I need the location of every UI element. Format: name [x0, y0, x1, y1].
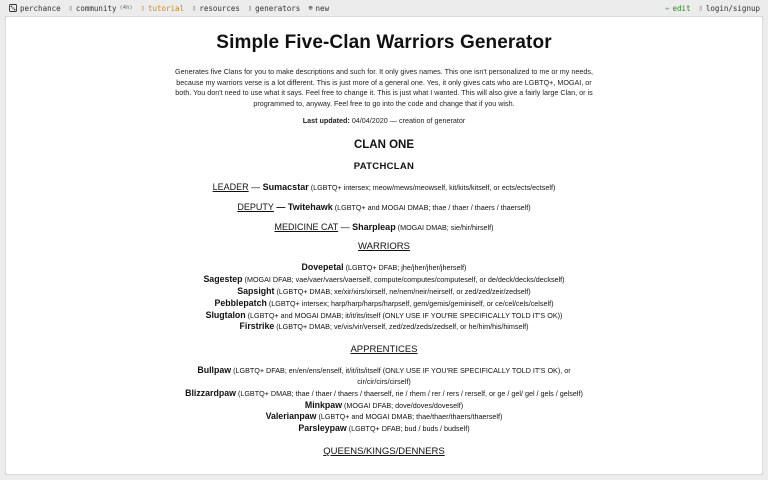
nav-generators-link[interactable] [248, 4, 300, 13]
pencil-icon: ✏ [665, 3, 670, 12]
leader-label: LEADER [212, 182, 249, 193]
cat-desc: (LGBTQ+ and MOGAI DMAB; it/it/its/itself (ONLY USE IF YOU'RE SPECIFICALLY TOLD IT'S OK)) [245, 310, 563, 320]
list-item [170, 365, 598, 388]
login-label: login/signup [705, 3, 760, 13]
leader-desc: (LGBTQ+ intersex; meow/mews/meowself, kit/kits/kitself, or ects/ects/ectself) [308, 183, 556, 193]
top-nav-bar [0, 0, 768, 16]
nav-tutorial-link[interactable] [141, 4, 184, 13]
new-label: new [315, 3, 330, 13]
last-updated [170, 116, 598, 125]
clan-name: PATCHCLAN [353, 161, 415, 173]
nav-login-link[interactable] [699, 4, 760, 13]
cat-desc: (MOGAI DFAB; dove/doves/doveself) [342, 400, 464, 410]
apprentices-heading: APPRENTICES [350, 344, 418, 356]
cat-name: Blizzardpaw [185, 387, 236, 398]
apprentices-list [170, 365, 598, 435]
generators-icon: ▯ [247, 3, 253, 12]
deputy-name: Twitehawk [287, 202, 333, 213]
intro-text: Generates five Clans for you to make descriptions and such for. It only gives names. This one isn't personalized to me or my needs, because my warriors verse is a lot different. This is just more of a general one. Yes, it only gives cats who are LGBTQ+, MOGAI, or both. You don't need to use what it says. Feel free to change it. This is just what I wanted. This will also give a fairly large Clan, or is programmed to, anyway. Feel free to go into the code and change that if you wish. [175, 67, 593, 108]
cat-desc: (LGBTQ+ and MOGAI DMAB; thae/thaer/thaers/thaerself) [316, 412, 503, 422]
resources-icon: ▯ [192, 3, 197, 12]
generator-output-panel [5, 16, 763, 475]
warriors-heading: WARRIORS [358, 241, 410, 253]
plus-circle-icon: ⊕ [308, 3, 313, 12]
generator-content [170, 32, 598, 457]
clan-heading: CLAN ONE [353, 139, 415, 152]
list-item [170, 321, 598, 333]
cat-desc: (LGBTQ+ DFAB; en/en/ens/enself, it/it/its/itself (ONLY USE IF YOU'RE SPECIFICALLY TOLD IT'S OK), or cir/cir/cirs/cirself) [231, 366, 571, 386]
tutorial-label: tutorial [147, 3, 185, 13]
cat-name: Valerianpaw [265, 411, 317, 422]
list-item [170, 298, 598, 310]
cat-name: Firstrike [239, 321, 275, 332]
cat-name: Sapsight [237, 285, 275, 296]
nav-new-link[interactable] [308, 4, 329, 13]
last-updated-label: Last updated: [302, 116, 350, 126]
medicine-cat-name: Sharpleap [352, 222, 396, 233]
list-item [170, 423, 598, 435]
warriors-list [170, 262, 598, 333]
cat-name: Bullpaw [197, 365, 232, 376]
nav-community-link[interactable] [69, 4, 133, 13]
nav-resources-link[interactable] [192, 4, 240, 13]
medicine-cat-label: MEDICINE CAT [274, 222, 339, 233]
deputy-desc: (LGBTQ+ and MOGAI DMAB; thae / thaer / thaers / thaerself) [332, 203, 531, 213]
cat-desc: (MOGAI DFAB; vae/vaer/vaers/vaerself, compute/computes/computeself, or de/deck/decks/deckself) [242, 275, 565, 285]
brand-label: perchance [20, 3, 61, 13]
cat-desc: (LGBTQ+ intersex; harp/harp/harps/harpself, gem/gemis/geminiself, or ce/cel/cels/celself) [266, 298, 554, 308]
list-item [170, 310, 598, 322]
leader-name: Sumacstar [262, 182, 309, 193]
nav-edit-link[interactable] [665, 4, 690, 13]
cat-name: Dovepetal [301, 262, 344, 273]
list-item [170, 286, 598, 298]
deputy-label: DEPUTY [237, 202, 274, 213]
last-updated-value: 04/04/2020 — creation of generator [351, 116, 466, 126]
cat-name: Slugtalon [205, 309, 246, 320]
list-item [170, 400, 598, 412]
tutorial-icon: ▯ [140, 3, 145, 12]
leader-line [170, 182, 598, 192]
cat-name: Minkpaw [304, 399, 343, 410]
resources-label: resources [199, 3, 240, 13]
cat-desc: (LGBTQ+ DFAB; bud / buds / budself) [346, 424, 470, 434]
dice-icon [9, 4, 17, 12]
list-item [170, 388, 598, 400]
edit-label: edit [672, 3, 691, 13]
cat-desc: (LGBTQ+ DMAB; ve/vis/vir/verself, zed/zed/zeds/zedself, or he/him/his/himself) [274, 322, 529, 332]
cat-desc: (LGBTQ+ DMAB; xe/xir/xirs/xirself, ne/nem/neir/neirself, or zed/zed/zeir/zedself) [274, 286, 531, 296]
cat-desc: (LGBTQ+ DMAB; thae / thaer / thaers / thaerself, rie / rhem / rer / rers / rerself, or ge / gel/ gel / gels / gelself) [235, 388, 583, 398]
list-item [170, 411, 598, 423]
nav-home-link[interactable] [9, 4, 61, 13]
cat-name: Sagestep [203, 274, 243, 285]
queens-heading: QUEENS/KINGS/DENNERS [323, 445, 445, 457]
list-item [170, 262, 598, 274]
nav-right-group [665, 4, 768, 13]
user-icon: ▯ [698, 3, 703, 12]
deputy-line [170, 202, 598, 212]
community-count: (4h) [119, 5, 133, 11]
community-label: community [75, 3, 117, 13]
generators-label: generators [255, 3, 301, 13]
medicine-cat-line [170, 222, 598, 232]
list-item [170, 274, 598, 286]
leader-sep: — [248, 182, 263, 193]
community-icon: ▯ [68, 3, 73, 12]
cat-name: Parsleypaw [298, 423, 347, 434]
deputy-sep: — [273, 202, 288, 213]
medicine-cat-sep: — [338, 222, 353, 233]
cat-desc: (LGBTQ+ DFAB; jhe/jher/jher/jherself) [343, 263, 467, 273]
page-title: Simple Five-Clan Warriors Generator [216, 32, 552, 53]
cat-name: Pebblepatch [214, 297, 267, 308]
medicine-cat-desc: (MOGAI DMAB; sie/hir/hirself) [395, 223, 494, 233]
